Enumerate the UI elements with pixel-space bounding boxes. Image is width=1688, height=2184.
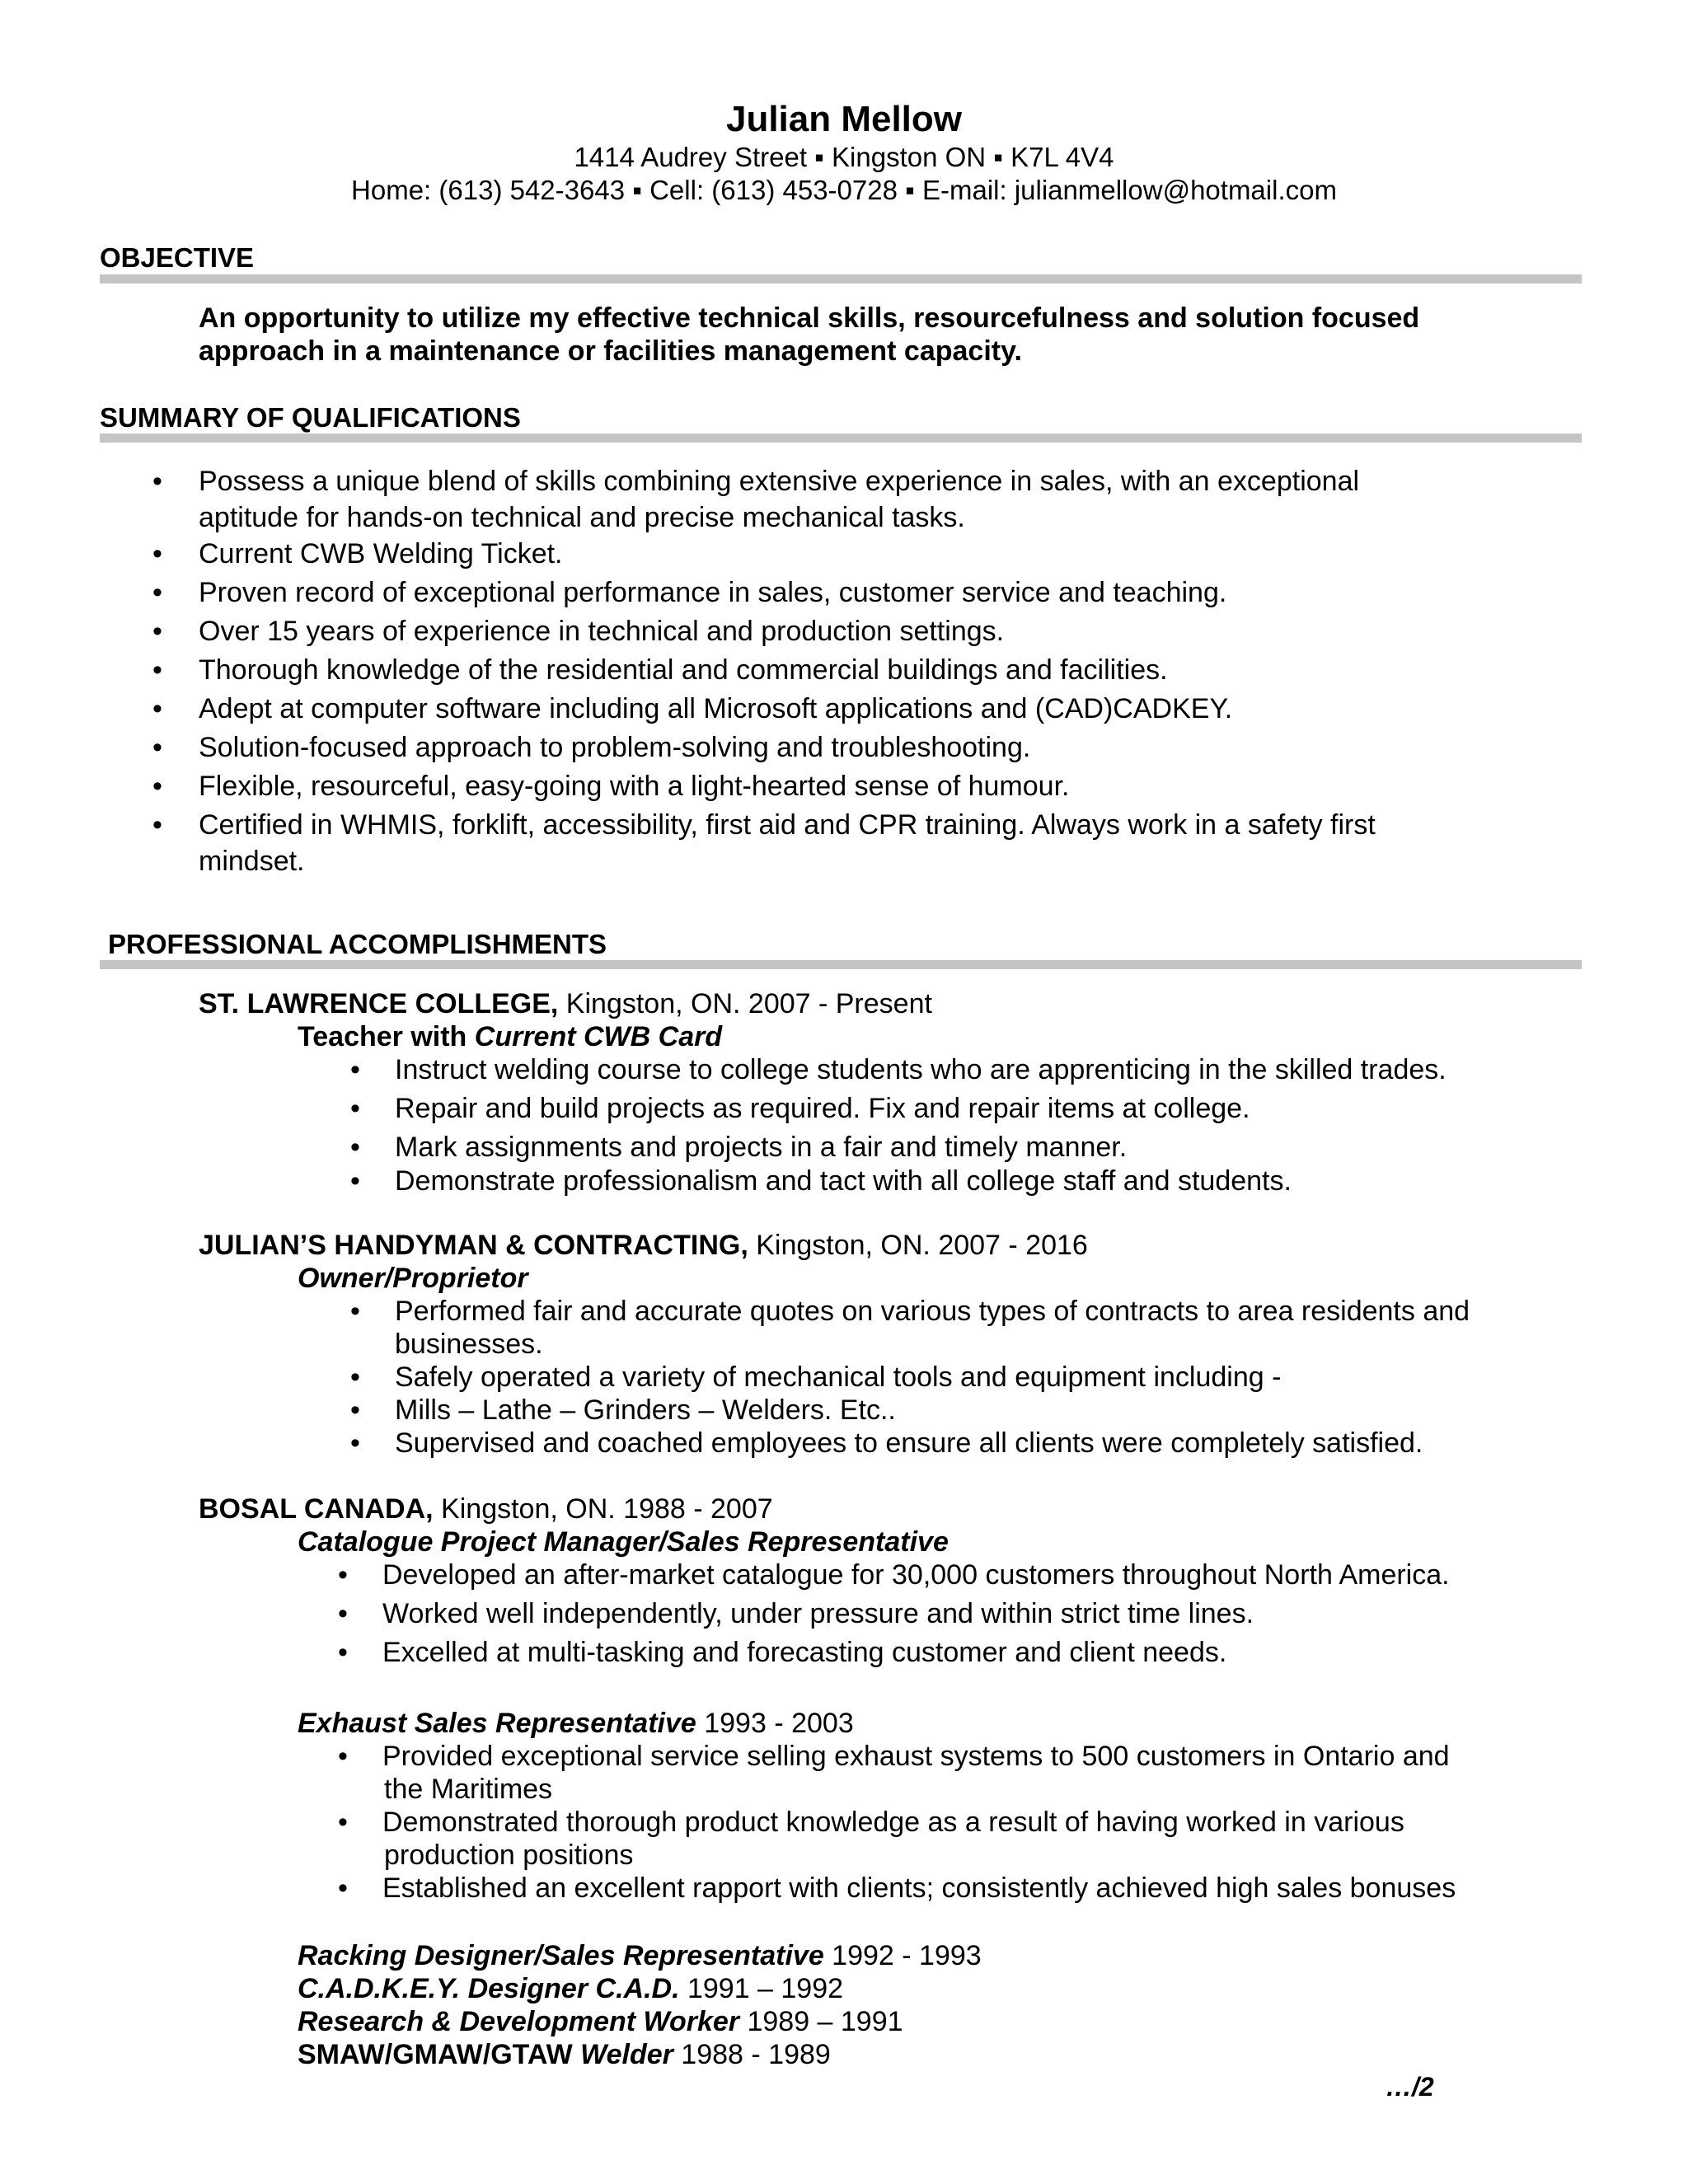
list-item: • Developed an after-market catalogue for 30,000 customers throughout North America. (338, 1559, 1450, 1591)
list-item: • Worked well independently, under pressure and within strict time lines. (338, 1598, 1254, 1629)
role-title: Racking Designer/Sales Representative (298, 1940, 824, 1971)
list-item: • Mills – Lathe – Grinders – Welders. Etc.. (350, 1394, 896, 1426)
bullet-icon: • (350, 1165, 360, 1197)
role-title: Research & Development Worker (298, 2006, 740, 2037)
role-years: 1988 - 1989 (673, 2039, 831, 2070)
bullet-icon: • (338, 1741, 348, 1772)
page-marker: …/2 (1386, 2072, 1434, 2102)
bullet-icon: • (152, 693, 162, 724)
bullet-icon: • (152, 577, 162, 608)
bullet-icon: • (350, 1394, 360, 1426)
role-years: 1989 – 1991 (739, 2006, 903, 2037)
bullet-icon: • (338, 1637, 348, 1668)
role-years: 1991 – 1992 (679, 1973, 844, 2004)
role-line (298, 1973, 843, 2005)
list-item: • Performed fair and accurate quotes on various types of contracts to area residents and (350, 1296, 1470, 1327)
employer-line (199, 1230, 1088, 1262)
employer-location: Kingston, ON. 1988 - 2007 (433, 1493, 773, 1525)
bullet-icon: • (350, 1296, 360, 1327)
objective-line-1: An opportunity to utilize my effective technical skills, resourcefulness and solution focused (199, 302, 1420, 334)
list-item: • Provided exceptional service selling exhaust systems to 500 customers in Ontario and (338, 1741, 1450, 1772)
list-item: • Over 15 years of experience in technical and production settings. (152, 616, 1005, 647)
contact-line: Home: (613) 542-3643 ▪ Cell: (613) 453-0728 ▪ E-mail: julianmellow@hotmail.com (351, 175, 1337, 205)
role-line (298, 1708, 854, 1740)
employer-name: ST. LAWRENCE COLLEGE, (199, 988, 559, 1019)
job-title: Catalogue Project Manager/Sales Representative (298, 1526, 949, 1558)
list-item: • Demonstrated thorough product knowledge as a result of having worked in various (338, 1807, 1404, 1838)
role-years: 1993 - 2003 (696, 1708, 854, 1739)
bullet-icon: • (338, 1598, 348, 1629)
bullet-icon: • (152, 616, 162, 647)
list-item: • Repair and build projects as required. Fix and repair items at college. (350, 1093, 1250, 1124)
address-line: 1414 Audrey Street ▪ Kingston ON ▪ K7L 4V4 (574, 142, 1114, 172)
bullet-icon: • (152, 809, 162, 841)
list-item-continuation: the Maritimes (384, 1774, 553, 1805)
list-item-continuation: aptitude for hands-on technical and precise mechanical tasks. (199, 502, 965, 533)
objective-heading: OBJECTIVE (100, 242, 255, 273)
role-title: Welder (580, 2039, 673, 2070)
bullet-icon: • (350, 1132, 360, 1163)
applicant-name: Julian Mellow (725, 99, 963, 139)
job-title: Teacher with Current CWB Card (298, 1021, 723, 1052)
role-title: Exhaust Sales Representative (298, 1708, 696, 1739)
bullet-icon: • (152, 466, 162, 497)
bullet-icon: • (152, 654, 162, 686)
bullet-icon: • (152, 732, 162, 763)
section-divider (100, 434, 1582, 443)
employer-location: Kingston, ON. 2007 - Present (558, 988, 932, 1019)
list-item: • Demonstrate professionalism and tact with all college staff and students. (350, 1165, 1292, 1197)
employer-location: Kingston, ON. 2007 - 2016 (748, 1230, 1088, 1261)
list-item: • Thorough knowledge of the residential and commercial buildings and facilities. (152, 654, 1168, 686)
bullet-icon: • (152, 771, 162, 802)
employer-line (199, 988, 932, 1020)
employer-name: BOSAL CANADA, (199, 1493, 434, 1525)
list-item: • Instruct welding course to college students who are apprenticing in the skilled trades. (350, 1054, 1447, 1085)
bullet-icon: • (338, 1807, 348, 1838)
employer-name: JULIAN’S HANDYMAN & CONTRACTING, (199, 1230, 748, 1261)
list-item: • Proven record of exceptional performance in sales, customer service and teaching. (152, 577, 1227, 608)
list-item-continuation: businesses. (395, 1329, 543, 1360)
list-item: • Established an excellent rapport with clients; consistently achieved high sales bonuses (338, 1872, 1456, 1904)
bullet-icon: • (152, 538, 162, 569)
role-years: 1992 - 1993 (823, 1940, 982, 1971)
bullet-icon: • (350, 1054, 360, 1085)
list-item: • Adept at computer software including all Microsoft applications and (CAD)CADKEY. (152, 693, 1233, 724)
accomplishments-heading: PROFESSIONAL ACCOMPLISHMENTS (108, 929, 607, 959)
list-item: • Mark assignments and projects in a fair and timely manner. (350, 1132, 1128, 1163)
role-line (298, 1940, 982, 1972)
role-line (298, 2006, 903, 2038)
bullet-icon: • (350, 1093, 360, 1124)
list-item: • Current CWB Welding Ticket. (152, 538, 563, 569)
list-item: • Certified in WHMIS, forklift, accessibility, first aid and CPR training. Always work in a safety first (152, 809, 1376, 841)
bullet-icon: • (350, 1427, 360, 1459)
section-divider (100, 960, 1582, 969)
section-divider (100, 274, 1582, 284)
list-item: • Safely operated a variety of mechanical tools and equipment including - (350, 1361, 1282, 1393)
list-item: • Flexible, resourceful, easy-going with a light-hearted sense of humour. (152, 771, 1070, 802)
role-line (298, 2039, 831, 2071)
bullet-icon: • (338, 1872, 348, 1904)
list-item: • Supervised and coached employees to ensure all clients were completely satisfied. (350, 1427, 1423, 1459)
list-item: • Excelled at multi-tasking and forecasting customer and client needs. (338, 1637, 1227, 1668)
employer-line (199, 1493, 773, 1526)
bullet-icon: • (338, 1559, 348, 1591)
list-item: • Solution-focused approach to problem-solving and troubleshooting. (152, 732, 1031, 763)
objective-line-2: approach in a maintenance or facilities management capacity. (199, 335, 1022, 367)
job-title: Owner/Proprietor (298, 1263, 528, 1294)
list-item-continuation: production positions (384, 1840, 634, 1871)
role-title: C.A.D.K.E.Y. Designer C.A.D. (298, 1973, 680, 2004)
list-item: • Possess a unique blend of skills combining extensive experience in sales, with an exceptional (152, 466, 1360, 497)
role-title-prefix: SMAW/GMAW/GTAW (298, 2039, 581, 2070)
bullet-icon: • (350, 1361, 360, 1393)
list-item-continuation: mindset. (199, 846, 305, 877)
summary-heading: SUMMARY OF QUALIFICATIONS (100, 402, 521, 433)
